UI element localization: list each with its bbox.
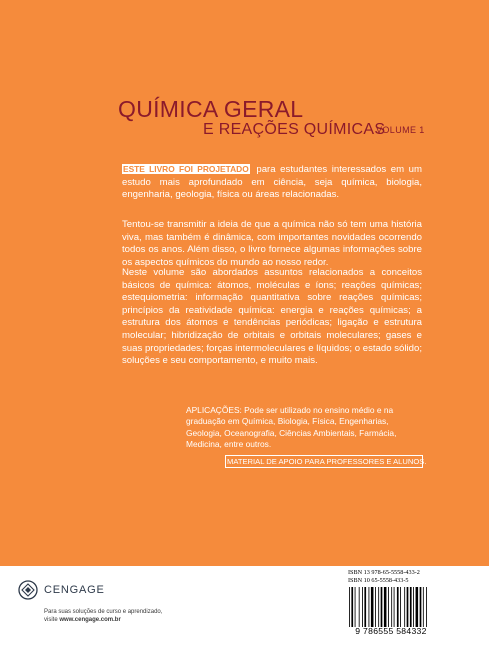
- publisher-logo: [18, 580, 105, 600]
- paragraph-history: Tentou-se transmitir a ideia de que a química não só tem uma história viva, mas também é dinâmica, com importantes novidades ocorrendo todos os anos. Além disso, o livro fornece algumas informações sobre os aspectos químicos do mundo ao nosso redor.: [122, 219, 422, 268]
- tagline-line-1: Para suas soluções de curso e aprendizado,: [44, 609, 163, 615]
- publisher-name: CENGAGE: [44, 584, 105, 596]
- paragraph-intro: [122, 163, 422, 202]
- intro-lead: ESTE LIVRO FOI PROJETADO: [123, 164, 249, 174]
- support-material-box: MATERIAL DE APOIO PARA PROFESSORES E ALUNOS.: [227, 457, 427, 466]
- tagline-line-2: visite www.cengage.com.br: [44, 617, 121, 623]
- publisher-tagline: [44, 608, 162, 624]
- publisher-url: www.cengage.com.br: [59, 617, 121, 623]
- cengage-logo-icon: [18, 580, 38, 600]
- barcode-icon: [348, 587, 434, 627]
- isbn-barcode-box: [344, 566, 438, 638]
- isbn-10: ISBN 10 65-5558-433-5: [348, 577, 409, 584]
- volume-label: VOLUME 1: [376, 125, 425, 135]
- paragraph-contents: Neste volume são abordados assuntos relacionados a conceitos básicos de química: átomos, moléculas e íons; reações químicas; estequiometria: informação quantitativa sobre reações químicas; princípios da reatividade química: energia e reações químicas; a estrutura dos átomos e tendências periódicas; ligação e estrutura molecular; hibridização de orbitais e orbitais moleculares; gases e suas propriedades; forças intermoleculares e líquidos; o estado sólido; soluções e seu comportamento, e muito mais.: [122, 267, 422, 367]
- intro-text: para estudantes interessados em um estudo mais aprofundado em ciência, seja química, biologia, engenharia, geologia, física ou áreas relacionadas.: [122, 164, 423, 201]
- barcode-number: 9 786555 584332: [355, 626, 427, 636]
- book-title: QUÍMICA GERAL: [118, 96, 304, 122]
- book-subtitle: E REAÇÕES QUÍMICAS: [203, 121, 386, 138]
- applications-text: APLICAÇÕES: Pode ser utilizado no ensino médio e na graduação em Química, Biologia, Física, Engenharias, Geologia, Oceanografia, Ciências Ambientais, Farmácia, Medicina, entre outros.: [186, 405, 397, 449]
- isbn-13: ISBN 13 978-65-5558-433-2: [348, 569, 420, 576]
